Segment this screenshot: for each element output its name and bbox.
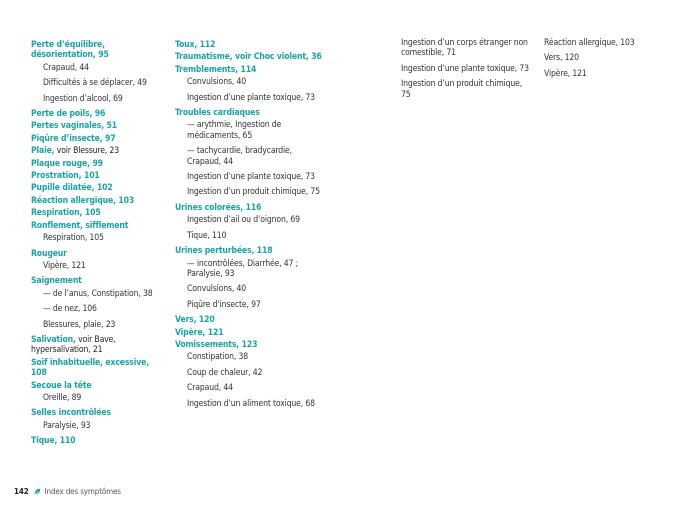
index-entry: [31, 171, 166, 181]
index-entry: [175, 328, 325, 338]
index-subentry: Vers, 120: [544, 53, 579, 64]
index-entry: [31, 134, 166, 144]
index-heading-reference: voir Blessure, 23: [54, 146, 119, 157]
index-entry: [175, 340, 325, 350]
index-subentry: Paralysie, 93: [43, 420, 91, 431]
index-subentry: — arythmie, Ingestion de médicaments, 65: [187, 120, 282, 141]
footer-section-label: Index des symptômes: [44, 487, 121, 496]
index-subentry: Piqûre d’insecte, 97: [187, 299, 261, 310]
index-entry: [31, 208, 166, 218]
index-heading: Saignement: [31, 276, 82, 287]
index-heading: Toux, 112: [175, 40, 216, 50]
index-heading: Tique, 110: [31, 436, 76, 447]
index-subentry: Oreille, 89: [43, 392, 82, 403]
index-heading: Pupille dilatée, 102: [31, 183, 113, 194]
index-heading: Perte d’équilibre, désorientation, 95: [31, 40, 109, 61]
page-number: 142: [14, 487, 29, 496]
index-column-3: [401, 38, 531, 105]
index-heading: Plaie,: [31, 146, 55, 157]
index-heading: Soif inhabituelle, excessive, 108: [31, 357, 150, 379]
index-entry: [31, 183, 166, 193]
index-entry: [31, 121, 166, 131]
index-heading: Salivation,: [31, 334, 76, 345]
index-entry: [31, 221, 166, 231]
index-subentry: Ingestion d’un produit chimique, 75: [401, 79, 523, 100]
index-subentry: Ingestion d’une plante toxique, 73: [187, 172, 315, 183]
index-heading: Tremblements, 114: [175, 64, 257, 75]
index-heading: Perte de poils, 96: [31, 109, 106, 120]
index-heading: Plaque rouge, 99: [31, 158, 103, 169]
index-column-1: [31, 38, 166, 447]
index-entry: [175, 315, 325, 325]
index-entry: [31, 408, 166, 418]
index-subentry: Ingestion d’une plante toxique, 73: [401, 63, 529, 74]
index-entry: [31, 40, 166, 61]
index-subentry: Convulsions, 40: [187, 284, 246, 295]
index-subentry: Crapaud, 44: [187, 383, 233, 394]
index-heading-reference: voir Bave, hypersalivation, 21: [31, 334, 116, 356]
index-entry: [31, 358, 166, 379]
index-entry: [31, 276, 166, 286]
index-heading: Vipère, 121: [175, 327, 224, 338]
index-subentry: Ingestion d’un aliment toxique, 68: [187, 398, 315, 409]
index-heading: Urines colorées, 116: [175, 202, 262, 213]
index-heading: Traumatisme, voir Choc violent, 36: [175, 52, 322, 63]
page-footer: [14, 487, 121, 497]
index-heading: Selles incontrôlées: [31, 408, 111, 419]
index-subentry: Constipation, 38: [187, 352, 249, 363]
index-subentry: Coup de chaleur, 42: [187, 367, 263, 378]
index-column-4: [544, 38, 674, 84]
index-subentry: Ingestion d’un corps étranger non comestible, 71: [401, 38, 528, 59]
index-entry: [31, 436, 166, 446]
index-subentry: Blessures, plaie, 23: [43, 319, 116, 330]
index-entry: [175, 108, 325, 118]
index-entry: [31, 249, 166, 259]
index-entry: [31, 146, 166, 156]
index-subentry: Vipère, 121: [43, 260, 86, 271]
index-subentry: Ingestion d’une plante toxique, 73: [187, 92, 315, 103]
index-heading: Ronflement, sifflement: [31, 220, 129, 231]
index-entry: [31, 159, 166, 169]
index-heading: Urines perturbées, 118: [175, 246, 273, 257]
index-subentry: — de l’anus, Constipation, 38: [43, 288, 153, 299]
index-heading: Piqûre d’insecte, 97: [31, 133, 116, 144]
index-heading: Rougeur: [31, 248, 67, 259]
index-entry: [31, 381, 166, 391]
index-subentry: Respiration, 105: [43, 233, 104, 244]
index-entry: [175, 246, 325, 256]
index-heading: Vers, 120: [175, 315, 215, 326]
index-heading: Secoue la tête: [31, 380, 92, 391]
index-entry: [31, 196, 166, 206]
index-entry: [175, 40, 325, 50]
index-heading: Réaction allergique, 103: [31, 195, 135, 206]
index-entry: [31, 109, 166, 119]
leaf-icon: [33, 488, 41, 496]
index-column-2: [175, 38, 325, 414]
index-heading: Pertes vaginales, 51: [31, 121, 118, 132]
index-subentry: Vipère, 121: [544, 68, 587, 79]
index-subentry: Difficultés à se déplacer, 49: [43, 78, 147, 89]
index-subentry: Ingestion d’alcool, 69: [43, 93, 123, 104]
index-subentry: — incontrôlées, Diarrhée, 47 ; Paralysie, 93: [187, 258, 299, 279]
index-subentry: Ingestion d’ail ou d’oignon, 69: [187, 215, 300, 226]
index-subentry: — tachycardie, bradycardie, Crapaud, 44: [187, 146, 292, 167]
index-heading: Prostration, 101: [31, 171, 100, 182]
index-heading: Vomissements, 123: [175, 339, 258, 350]
index-entry: [31, 335, 166, 356]
index-subentry: Crapaud, 44: [43, 62, 89, 73]
index-entry: [175, 52, 325, 62]
index-subentry: Ingestion d’un produit chimique, 75: [187, 187, 320, 198]
index-subentry: Réaction allergique, 103: [544, 38, 635, 48]
index-subentry: Tique, 110: [187, 230, 227, 241]
index-subentry: Convulsions, 40: [187, 77, 246, 88]
index-entry: [175, 65, 325, 75]
index-heading: Respiration, 105: [31, 208, 101, 219]
index-entry: [175, 203, 325, 213]
index-subentry: — de nez, 106: [43, 304, 97, 315]
index-heading: Troubles cardiaques: [175, 108, 260, 119]
